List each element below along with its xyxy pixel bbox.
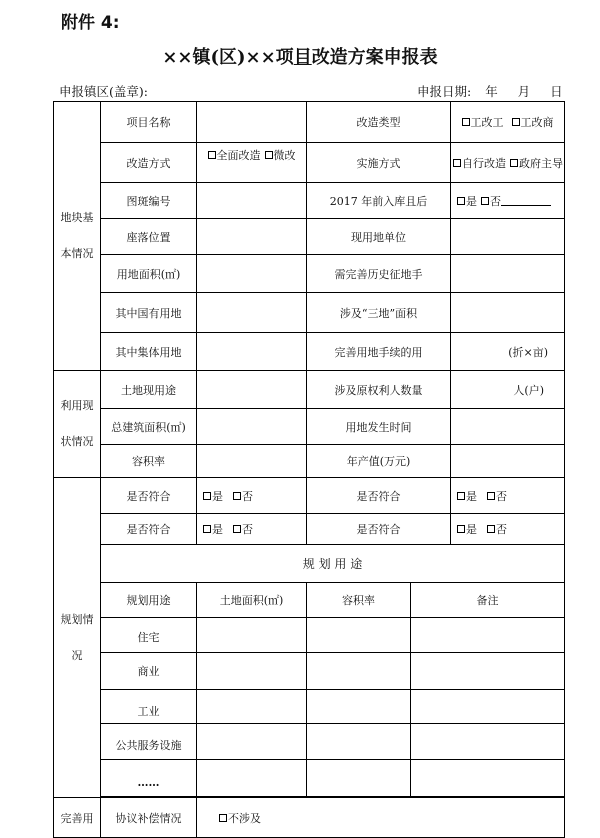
rights-holders-label: 涉及原权利人数量 <box>307 371 451 409</box>
row-conforms-1 <box>54 478 565 514</box>
row-use-ellipsis <box>54 760 565 797</box>
option-no[interactable]: 否 <box>487 521 507 537</box>
land-time-field[interactable] <box>451 409 565 445</box>
row-current-use <box>54 371 565 409</box>
checkbox-icon[interactable] <box>481 197 489 205</box>
project-name-field[interactable] <box>197 102 307 143</box>
underline-blank[interactable] <box>501 196 551 206</box>
map-number-field[interactable] <box>197 183 307 219</box>
section-planning-line1: 规划情 <box>60 612 94 626</box>
option-yes[interactable]: 是 <box>203 488 223 504</box>
checkbox-icon[interactable] <box>265 151 273 159</box>
use-ellipsis-label: …… <box>101 760 197 797</box>
use-ellipsis-area[interactable] <box>197 760 307 797</box>
use-commercial-label: 商业 <box>101 653 197 690</box>
conforms-label-3: 是否符合 <box>101 514 197 545</box>
current-user-field[interactable] <box>451 219 565 255</box>
collective-label: 其中集体用地 <box>101 333 197 371</box>
col-header-plot-ratio: 容积率 <box>307 583 411 618</box>
checkbox-icon[interactable] <box>512 118 520 126</box>
state-owned-field[interactable] <box>197 293 307 333</box>
use-public-area[interactable] <box>197 724 307 760</box>
row-floor-area <box>54 409 565 445</box>
date-day: 日 <box>550 84 563 99</box>
checkbox-icon[interactable] <box>208 151 216 159</box>
col-header-land-area: 土地面积(㎡) <box>197 583 307 618</box>
conforms-options-1 <box>197 478 307 514</box>
conforms-label-4: 是否符合 <box>307 514 451 545</box>
section-basic-label <box>54 102 101 371</box>
option-self-renovation[interactable]: 自行改造 <box>453 155 506 171</box>
col-header-planned-use: 规划用途 <box>101 583 197 618</box>
option-yes[interactable]: 是 <box>457 488 477 504</box>
location-label: 座落位置 <box>101 219 197 255</box>
plot-ratio-label: 容积率 <box>101 445 197 478</box>
use-public-label: 公共服务设施 <box>101 724 197 760</box>
section-planning-label <box>54 478 101 798</box>
conforms-options-4 <box>451 514 565 545</box>
row-renovation-mode <box>54 143 565 183</box>
section-planning-line2: 况 <box>71 648 83 662</box>
row-land-area <box>54 255 565 293</box>
row-map-number <box>54 183 565 219</box>
checkbox-icon[interactable] <box>233 492 241 500</box>
option-no[interactable]: 否 <box>233 521 253 537</box>
history-land-field[interactable] <box>451 255 565 293</box>
conforms-options-3 <box>197 514 307 545</box>
implementation-mode-label: 实施方式 <box>307 143 451 183</box>
title-suffix: 改造方案申报表 <box>311 47 438 68</box>
use-residential-ratio[interactable] <box>307 618 411 653</box>
use-industrial-area[interactable] <box>197 690 307 724</box>
form-title <box>0 43 600 69</box>
history-land-label: 需完善历史征地手 <box>307 255 451 293</box>
use-commercial-area[interactable] <box>197 653 307 690</box>
option-industrial-to-commercial[interactable]: 工改商 <box>512 114 554 130</box>
current-user-label: 现用地单位 <box>307 219 451 255</box>
pre-2017-label: 2017 年前入库且后 <box>307 183 451 219</box>
row-planned-use-header <box>54 545 565 583</box>
option-no[interactable]: 否 <box>481 193 551 209</box>
rights-holders-unit: 人(户) <box>451 371 565 409</box>
land-time-label: 用地发生时间 <box>307 409 451 445</box>
three-lands-field[interactable] <box>451 293 565 333</box>
row-plot-ratio <box>54 445 565 478</box>
row-compensation <box>54 798 565 838</box>
renovation-mode-options <box>197 143 307 183</box>
section-basic-line2: 本情况 <box>60 247 94 260</box>
conforms-options-2 <box>451 478 565 514</box>
use-industrial-remarks[interactable] <box>411 690 565 724</box>
row-planning-columns <box>54 583 565 618</box>
option-no[interactable]: 否 <box>233 488 253 504</box>
renovation-mode-label: 改造方式 <box>101 143 197 183</box>
planned-use-header: 规 划 用 途 <box>101 545 565 583</box>
use-residential-area[interactable] <box>197 618 307 653</box>
row-use-public <box>54 724 565 760</box>
option-industrial-to-industrial[interactable]: 工改工 <box>462 114 504 130</box>
compensation-label: 协议补偿情况 <box>101 798 197 838</box>
checkbox-icon[interactable] <box>233 525 241 533</box>
pre-2017-options <box>451 183 565 219</box>
use-ellipsis-ratio[interactable] <box>307 760 411 797</box>
applicant-label: 申报镇区(盖章): <box>59 84 148 99</box>
floor-area-label: 总建筑面积(㎡) <box>101 409 197 445</box>
use-residential-remarks[interactable] <box>411 618 565 653</box>
row-location <box>54 219 565 255</box>
collective-field[interactable] <box>197 333 307 371</box>
section-basic-line1: 地块基 <box>60 211 94 224</box>
compensation-options <box>197 798 565 838</box>
row-use-commercial <box>54 653 565 690</box>
renovation-type-label: 改造类型 <box>307 102 451 143</box>
use-residential-label: 住宅 <box>101 618 197 653</box>
land-area-field[interactable] <box>197 255 307 293</box>
use-commercial-ratio[interactable] <box>307 653 411 690</box>
option-government-led[interactable]: 政府主导 <box>510 155 563 171</box>
project-name-label: 项目名称 <box>101 102 197 143</box>
title-prefix: ××镇(区)××项 <box>162 47 294 68</box>
renovation-type-options <box>451 102 565 143</box>
use-commercial-remarks[interactable] <box>411 653 565 690</box>
complete-procedures-label: 完善用地手续的用 <box>307 333 451 371</box>
col-header-remarks: 备注 <box>411 583 565 618</box>
conforms-label-1: 是否符合 <box>101 478 197 514</box>
checkbox-icon[interactable] <box>453 159 461 167</box>
checkbox-icon[interactable] <box>462 118 470 126</box>
use-ellipsis-remarks[interactable] <box>411 760 565 797</box>
checkbox-icon[interactable] <box>510 159 518 167</box>
option-yes[interactable]: 是 <box>457 193 477 209</box>
current-use-label: 土地现用途 <box>101 371 197 409</box>
declaration-form-table <box>53 101 565 838</box>
current-use-field[interactable] <box>197 371 307 409</box>
checkbox-icon[interactable] <box>487 525 495 533</box>
state-owned-label: 其中国有用地 <box>101 293 197 333</box>
land-area-label: 用地面积(㎡) <box>101 255 197 293</box>
section-status-line1: 利用现 <box>60 399 94 412</box>
use-public-ratio[interactable] <box>307 724 411 760</box>
row-state-owned <box>54 293 565 333</box>
checkbox-icon[interactable] <box>203 525 211 533</box>
row-use-industrial <box>54 690 565 724</box>
checkbox-icon[interactable] <box>487 492 495 500</box>
floor-area-field[interactable] <box>197 409 307 445</box>
option-yes[interactable]: 是 <box>203 521 223 537</box>
map-number-label: 图斑编号 <box>101 183 197 219</box>
option-no[interactable]: 否 <box>487 488 507 504</box>
option-full-renovation[interactable]: 全面改造 <box>208 147 261 163</box>
use-industrial-ratio[interactable] <box>307 690 411 724</box>
checkbox-icon[interactable] <box>457 525 465 533</box>
checkbox-icon[interactable] <box>203 492 211 500</box>
output-value-label: 年产值(万元) <box>307 445 451 478</box>
row-conforms-2 <box>54 514 565 545</box>
conforms-label-2: 是否符合 <box>307 478 451 514</box>
row-use-residential <box>54 618 565 653</box>
date-year: 年 <box>485 84 498 99</box>
three-lands-label: 涉及“三地”面积 <box>307 293 451 333</box>
use-public-remarks[interactable] <box>411 724 565 760</box>
date-label: 申报日期: <box>417 84 472 99</box>
section-status-line2: 状情况 <box>60 435 94 448</box>
section-complete-label: 完善用 <box>54 798 101 838</box>
title-underlined-char: 目 <box>293 47 312 68</box>
complete-procedures-unit: (折×亩) <box>451 333 565 371</box>
option-yes[interactable]: 是 <box>457 521 477 537</box>
row-project-name <box>54 102 565 143</box>
use-industrial-label: 工业 <box>101 690 197 724</box>
option-micro-renovation[interactable]: 微改 <box>265 147 296 163</box>
implementation-mode-options <box>451 143 565 183</box>
option-not-involved[interactable]: 不涉及 <box>219 810 261 826</box>
declaration-date <box>417 82 563 100</box>
date-month: 月 <box>517 84 531 99</box>
attachment-label: 附件 4: <box>61 13 120 33</box>
plot-ratio-field[interactable] <box>197 445 307 478</box>
location-field[interactable] <box>197 219 307 255</box>
checkbox-icon[interactable] <box>219 814 227 822</box>
checkbox-icon[interactable] <box>457 492 465 500</box>
checkbox-icon[interactable] <box>457 197 465 205</box>
section-status-label <box>54 371 101 478</box>
output-value-field[interactable] <box>451 445 565 478</box>
row-collective <box>54 333 565 371</box>
